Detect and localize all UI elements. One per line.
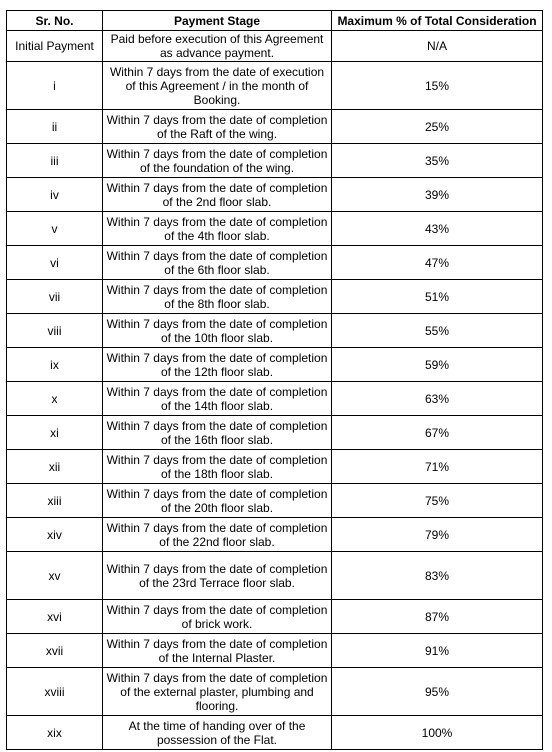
payment-stage-cell: Within 7 days from the date of completion of the 6th floor slab.	[103, 246, 332, 280]
table-row	[7, 634, 543, 668]
table-row	[7, 716, 543, 750]
max-percent-cell: 55%	[332, 314, 543, 348]
payment-stage-cell: Within 7 days from the date of completion of the 23rd Terrace floor slab.	[103, 552, 332, 600]
table-row	[7, 144, 543, 178]
sr-no-cell: xix	[7, 716, 103, 750]
max-percent-cell: 79%	[332, 518, 543, 552]
payment-stage-cell: Within 7 days from the date of completion of the external plaster, plumbing and flooring.	[103, 668, 332, 716]
table-row	[7, 416, 543, 450]
sr-no-cell: i	[7, 62, 103, 110]
sr-no-cell: iv	[7, 178, 103, 212]
payment-stage-cell: Within 7 days from the date of completion of the 22nd floor slab.	[103, 518, 332, 552]
sr-no-cell: xv	[7, 552, 103, 600]
payment-schedule	[6, 10, 543, 750]
max-percent-cell: 35%	[332, 144, 543, 178]
payment-stage-cell: Within 7 days from the date of execution of this Agreement / in the month of Booking.	[103, 62, 332, 110]
payment-stage-cell: Within 7 days from the date of completion of the 16th floor slab.	[103, 416, 332, 450]
max-percent-cell: 71%	[332, 450, 543, 484]
max-percent-cell: N/A	[332, 31, 543, 62]
table-row	[7, 518, 543, 552]
sr-no-cell: vi	[7, 246, 103, 280]
table-row	[7, 348, 543, 382]
header-row	[7, 11, 543, 31]
payment-stage-cell: Within 7 days from the date of completion of the 18th floor slab.	[103, 450, 332, 484]
max-percent-cell: 25%	[332, 110, 543, 144]
table-row	[7, 62, 543, 110]
table-row	[7, 178, 543, 212]
max-percent-cell: 83%	[332, 552, 543, 600]
table-row	[7, 382, 543, 416]
max-percent-cell: 43%	[332, 212, 543, 246]
sr-no-cell: iii	[7, 144, 103, 178]
max-percent-cell: 39%	[332, 178, 543, 212]
max-percent-cell: 91%	[332, 634, 543, 668]
table-row	[7, 212, 543, 246]
sr-no-cell: ix	[7, 348, 103, 382]
payment-stage-cell: Within 7 days from the date of completion of the 10th floor slab.	[103, 314, 332, 348]
max-percent-cell: 51%	[332, 280, 543, 314]
header-sr-no: Sr. No.	[7, 11, 103, 31]
sr-no-cell: xiii	[7, 484, 103, 518]
sr-no-cell: xi	[7, 416, 103, 450]
payment-stage-cell: Paid before execution of this Agreement as advance payment.	[103, 31, 332, 62]
table-row	[7, 314, 543, 348]
sr-no-cell: v	[7, 212, 103, 246]
max-percent-cell: 100%	[332, 716, 543, 750]
table-row	[7, 484, 543, 518]
payment-stage-cell: Within 7 days from the date of completion of the foundation of the wing.	[103, 144, 332, 178]
max-percent-cell: 59%	[332, 348, 543, 382]
payment-stage-cell: Within 7 days from the date of completion of brick work.	[103, 600, 332, 634]
table-row	[7, 280, 543, 314]
payment-stage-cell: Within 7 days from the date of completion of the 20th floor slab.	[103, 484, 332, 518]
table-row	[7, 31, 543, 62]
max-percent-cell: 87%	[332, 600, 543, 634]
max-percent-cell: 67%	[332, 416, 543, 450]
sr-no-cell: xviii	[7, 668, 103, 716]
payment-stage-cell: At the time of handing over of the possession of the Flat.	[103, 716, 332, 750]
payment-stage-cell: Within 7 days from the date of completion of the 2nd floor slab.	[103, 178, 332, 212]
table-row	[7, 668, 543, 716]
sr-no-cell: Initial Payment	[7, 31, 103, 62]
payment-stage-cell: Within 7 days from the date of completion of the Internal Plaster.	[103, 634, 332, 668]
sr-no-cell: xii	[7, 450, 103, 484]
payment-stage-cell: Within 7 days from the date of completion of the 4th floor slab.	[103, 212, 332, 246]
table-row	[7, 110, 543, 144]
sr-no-cell: x	[7, 382, 103, 416]
table-row	[7, 246, 543, 280]
header-max-percent: Maximum % of Total Consideration	[332, 11, 543, 31]
table-row	[7, 600, 543, 634]
sr-no-cell: xvii	[7, 634, 103, 668]
max-percent-cell: 15%	[332, 62, 543, 110]
table-row	[7, 552, 543, 600]
payment-schedule-table	[6, 10, 543, 750]
payment-stage-cell: Within 7 days from the date of completion of the 8th floor slab.	[103, 280, 332, 314]
max-percent-cell: 47%	[332, 246, 543, 280]
table-row	[7, 450, 543, 484]
max-percent-cell: 63%	[332, 382, 543, 416]
max-percent-cell: 75%	[332, 484, 543, 518]
sr-no-cell: xiv	[7, 518, 103, 552]
sr-no-cell: ii	[7, 110, 103, 144]
sr-no-cell: vii	[7, 280, 103, 314]
payment-stage-cell: Within 7 days from the date of completion of the 14th floor slab.	[103, 382, 332, 416]
sr-no-cell: xvi	[7, 600, 103, 634]
sr-no-cell: viii	[7, 314, 103, 348]
max-percent-cell: 95%	[332, 668, 543, 716]
header-payment-stage: Payment Stage	[103, 11, 332, 31]
payment-stage-cell: Within 7 days from the date of completion of the Raft of the wing.	[103, 110, 332, 144]
payment-stage-cell: Within 7 days from the date of completion of the 12th floor slab.	[103, 348, 332, 382]
